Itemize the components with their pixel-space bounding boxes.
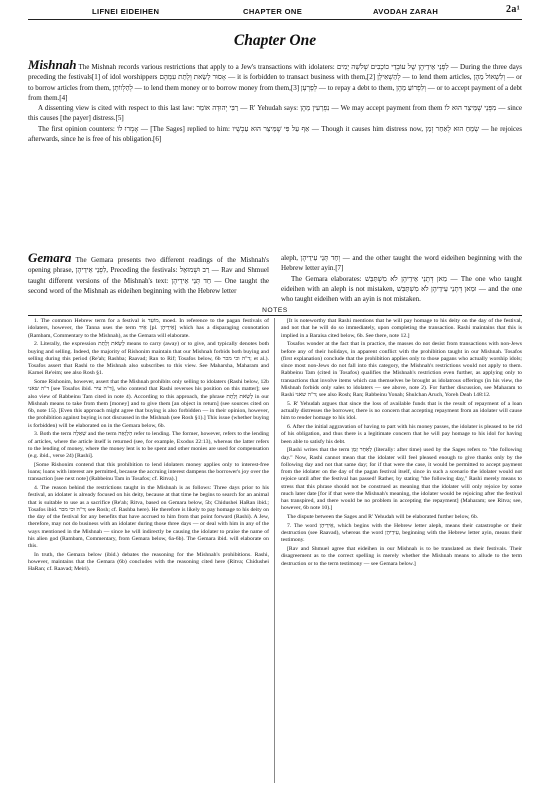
mishnah-lead-word: Mishnah <box>28 57 77 72</box>
note-paragraph: 1. The common Hebrew term for a festival is מוֹעֵד, moed. In reference to the pagan festivals of idolaters, however, the Tanna uses the term אֵיד [pl. אֵידֵיהֶן] which has a disparaging connotation (Rambam, Commentary to the Mishnah), as the Gemara will elaborate. <box>28 318 269 339</box>
gemara-column-left <box>28 250 270 296</box>
gemara-text-left: The Gemara presents two different readings of the Mishnah's opening phrase, לִפְנֵי אֵידֵיהֶן, Preceding the festivals: רַב וּשְׁמוּאֵל — Rav and Shmuel taught different versions of the Mishnah's text: חַד תָּנֵי אֵידֵיהֶן — One taught the second word of the Mishnah as eideihen beginning with the Hebrew letter <box>28 256 270 295</box>
mishnah-paragraph-1 <box>28 57 522 103</box>
gemara-text-right: aleph, וְחַד תָּנֵי עֵידֵיהֶן — and the other taught the word eideihen beginning with the Hebrew letter ayin.[7] <box>281 254 522 273</box>
running-header <box>0 0 550 20</box>
mishnah-text-1: The Mishnah records various restrictions that apply to a Jew's transactions with idolaters: לִפְנֵי אֵידֵיהֶן שֶׁל עוֹבְדֵי כוֹכָבִים שְׁלֹשָׁה יָמִים — During the three days preceding the festivals[1] of idol worshippers אָסוּר לָשֵׂאת וְלָתֵת עִמָּהֶם — it is forbidden to transact business with them,[2] לְהַשְׁאִילָן — to lend them articles, וְלִשְׁאוֹל מֵהֶן — or to borrow articles from them, לְהַלְווֹתָן — to lend them money or to borrow money from them,[3] לְפָרְעָן — to repay a debt to them, וְלִפְרוֹעַ מֵהֶן — or to accept payment of a debt from them.[4] <box>28 63 522 102</box>
header-tractate-name: AVODAH ZARAH <box>373 7 439 16</box>
note-paragraph: [Rav and Shmuel agree that eideihen in our Mishnah is to be translated as their festivals. Their disagreement as to the correct spelling is merely whether the Mishnah means to allude to the term destruction or to the term testimony — see Gemara below.] <box>281 546 522 567</box>
header-tractate-chapter-name: LIFNEI EIDEIHEN <box>92 7 160 16</box>
mishnah-section <box>28 57 522 144</box>
gemara-column-right <box>281 253 522 304</box>
note-paragraph: 3. Both the term שְׁאָלָה and the term הַלְוָאָה refer to lending. The former, however, refers to the lending of articles, where the article itself is returned (see, for example, Exodus 22:13), whereas the latter refers to the lending of money, where the money lent is to be spent and other monies are used for compensation (e.g. ibid., verse 24) [Rashi]. <box>28 431 269 459</box>
notes-section <box>28 318 522 783</box>
note-paragraph: [Some Rishonim contend that this prohibition to lend idolaters money applies only to interest-free loans; loans with interest are permitted, because the accruing interest dampens the borrower's joy over the transaction [see next note] (Rabbeinu Tam in Tosafos; cf. Ritva).] <box>28 461 269 483</box>
gemara-text-right-2: The Gemara elaborates: מַאן דְּתָנֵי אֵידֵיהֶן לֹא מִשְׁתַּבֵּשׁ — The one who taught eideihen with an aleph is not mistaken, וּמַאן דְּתָנֵי עֵידֵיהֶן לֹא מִשְׁתַּבֵּשׁ — and the one who taught eideihen with an ayin is not mistaken. <box>281 274 522 304</box>
gemara-lead-word: Gemara <box>28 250 72 265</box>
notes-column-right <box>281 318 522 569</box>
note-paragraph: [It is noteworthy that Rashi mentions that he will pay homage to his deity on the day of the festival, and not that he will do so immediately, upon completing the transaction. Rashi maintains that this is implied in a Baraisa cited below, 6b. See there, note 12.] <box>281 318 522 339</box>
chapter-title: Chapter One <box>233 32 317 49</box>
notes-rule <box>28 315 522 316</box>
note-paragraph: The dispute between the Sages and R' Yehudah will be elaborated further below, 6b. <box>287 514 479 520</box>
header-rule <box>28 19 522 20</box>
page-number: 2a¹ <box>506 4 521 15</box>
mishnah-paragraph-3: The first opinion counters: אָמְרוּ לוֹ — [The Sages] replied to him: אַף עַל פִּי שֶׁמֵּיצֵר הוּא עַכְשָׁיו — Though it causes him distress now, שָׂמֵחַ הוּא לְאַחַר זְמַן — he rejoices afterwards, since he is free of his obligation.[6] <box>28 124 522 144</box>
note-paragraph: 7. The word אֵידֵיהֶן, which begins with the Hebrew letter aleph, means their catastrophe or their destruction (see Raavad), whereas the word עֵידֵיהֶן, beginning with the Hebrew letter ayin, means their testimony. <box>281 522 522 544</box>
note-paragraph: Tosafos wonder at the fact that in practice, the masses do not desist from transactions with non-Jews before any of their holidays, in apparent conflict with the prohibition taught in our Mishnah. Tosafos (first explanation) conclude that the prohibition applies only to those pagans who actually worship idols; since most non-Jews do not fall into this category, the Mishnah's restrictions would not apply to them. Rabbeinu Tam (cited in Tosafos) qualifies the Mishnah's restriction even further, as applying only to transactions that involve items which can themselves be brought as idolatrous offerings (in his view, the Mishnah forbids only sales to idolaters — see above, note 2). For further discussion, see Maharam to Rashi ד"ה שאני; see also Rosh; Ran; Rabbeinu Yonah; Shulchan Aruch, Yoreh Deah 148:12. <box>281 341 522 398</box>
note-paragraph: 5. R' Yehudah argues that since the loss of available funds that is the result of repayment of a loan actually distresses the borrower, there is no concern that accepting repayment from an idolater will cause him to render homage to his idol. <box>281 400 522 422</box>
mishnah-paragraph-2: A dissenting view is cited with respect to this last law: רַבִּי יְהוּדָה אוֹמֵר — R' Yehudah says: נִפְרָעִין מֵהֶן — We may accept payment from them מִפְּנֵי שֶׁמֵּיצֵר הוּא לוֹ — since this causes [the payer] distress.[5] <box>28 104 522 123</box>
notes-column-divider <box>274 318 275 783</box>
note-paragraph: In truth, the Gemara below (ibid.) debates the reasoning for the Mishnah's prohibitions. Rashi, however, maintains that the Gemara (6b) concludes with the reasoning cited here (Ritva; Chidushei HaRan; cf. Raavad; Meiri). <box>28 551 269 573</box>
note-paragraph: [Rashi writes that the term לְאַחַר זְמַן (literally: after time) used by the Sages refers to "the following day." Now, Rashi cannot mean that the idolater will feel pleased enough to give thanks only by the following day and not that same day; for if that were the case, it would be permitted to accept payment from the idolater on the day of the pagan festival itself, since in such a scenario the idolater would not rejoice until after the festival has passed! Rather, by stating "the following day," Rashi merely means to stress that this phrase should not be construed as meaning that the idolater will only rejoice by some much later date [for if that were the Mishnah's meaning, the idolater would be rejoicing after the festival has transpired, and there would be no problem in accepting the repayment] (Maharam; see Ritva; see, however, 6b note 10).] <box>281 447 522 512</box>
note-paragraph: Some Rishonim, however, assert that the Mishnah prohibits only selling to idolaters (Rashi below, 12b ד"ה שאני [see Tosafos ibid. ד"ה עיר], who contend that Rashi reverses his position on this matter]; see also view of Rabbeinu Tam cited in note 4). According to this approach, the phrase לָשֵׂאת וְלָתֵת in our Mishnah means to take from them [money] and to give them [an object in return] (see sources cited on 6b, note 15). [Even this approach might agree that buying is also forbidden — in their opinion, however, the prohibition against buying is not discussed in the Mishnah (see Rosh §1).] This issue (whether buying is forbidden) will be elaborated on in the Gemara below, 6b. <box>28 379 269 429</box>
notes-column-left <box>28 318 269 575</box>
note-paragraph: 4. The reason behind the restrictions taught in the Mishnah is as follows: Three days prior to his festival, an idolater is already focused on his deity, because at that time he begins to search for an animal that is suitable to use as a sacrifice (Re'ah; Ritva, based on Gemara below, 5b; Chidushei HaRan ibid.; Tosafos ibid. ד"ה וכי מכר; see Rosh; cf. Rashba here). He therefore is likely to pay homage to his deity on the day of the festival for any benefits that have accrued to him from that point forward (Rashi). A Jew, therefore, may not do business with an idolater during those three days — or deal with him in any of the ways mentioned in the Mishnah — since he will indirectly be causing the idolater to praise the name of his alien god (Rambam, Commentary, from Gemara below, 6a-6b). The Gemara ibid. will elaborate on this. <box>28 485 269 549</box>
header-chapter-number: CHAPTER ONE <box>243 7 303 16</box>
notes-heading: NOTES <box>262 307 288 314</box>
note-paragraph: 2. Literally, the expression לָשֵׂאת וְלָתֵת means to carry (away) or to give, and typically denotes both buying and selling. Indeed, the majority of Rishonim maintain that our Mishnah forbids both buying and selling during this period (Re'ah; Rashba; Raavad; Ran to Rif; Tosafos below, 6b ד"ה וכי מכר; et al.). Tosafos assert that Rashi to the Mishnah also subscribes to this view. See Maharsha, Maharam and Karnei Re'eim; see also Rosh §1. <box>28 341 270 377</box>
note-paragraph: 6. After the initial aggravation of having to part with his money passes, the idolater is pleased to be rid of his obligation, and thus there is a legitimate concern that he will pay homage to his idol for having been able to satisfy his debt. <box>281 424 522 445</box>
